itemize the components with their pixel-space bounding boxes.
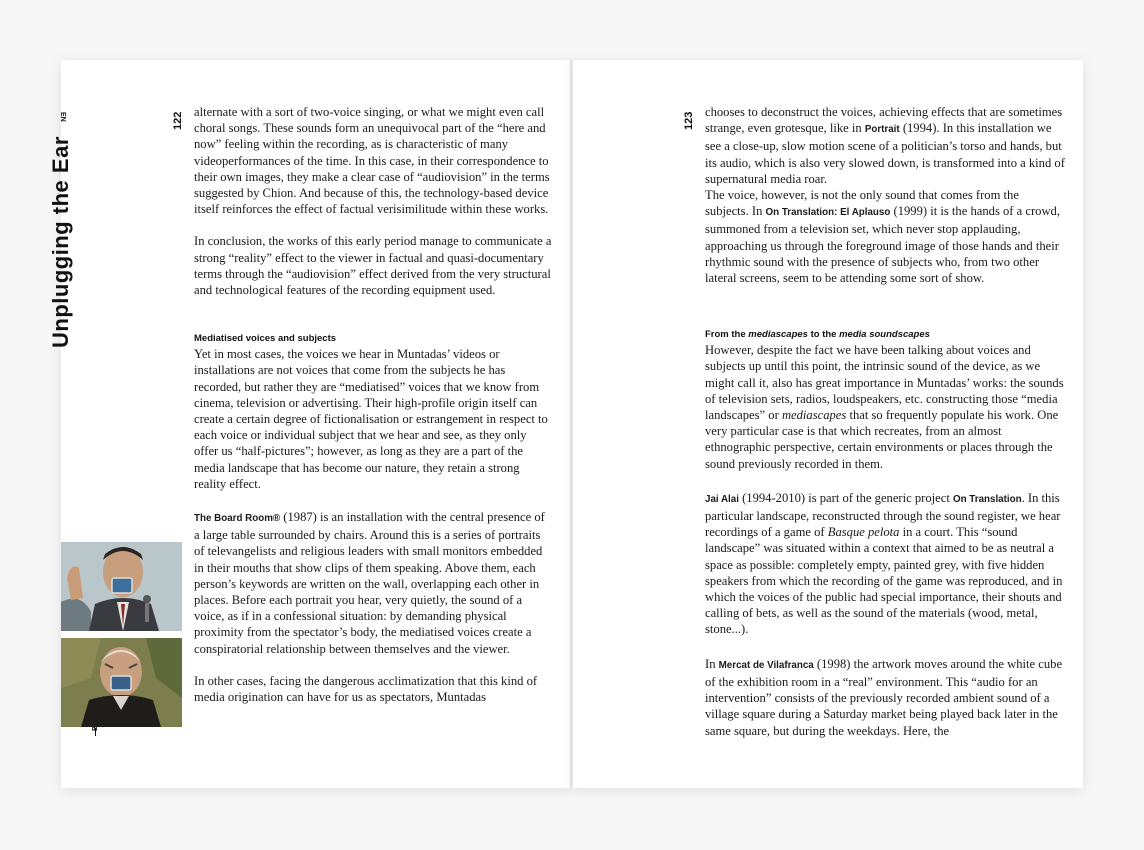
right-text-column xyxy=(705,104,1065,755)
work-title: Portrait xyxy=(864,124,900,136)
paragraph-text-italic: Basque pelota xyxy=(827,525,900,540)
paragraph xyxy=(194,509,552,657)
paragraph-text: that so frequently populate his work. One very particular case is that which recreates, from an almost ethnographic perspective, certain environments or places through the sound previously recorded in them. xyxy=(705,408,1059,471)
paragraph-text: The voice, however, is not the only sound that comes from the subjects. In xyxy=(705,188,1019,219)
paragraph-text: In xyxy=(705,656,719,671)
heading-text-italic: mediascapes xyxy=(748,329,808,341)
paragraph-text: . In this particular landscape, reconstructed through the sound register, we hear recordings of a game of xyxy=(705,490,1061,540)
heading-text: to the xyxy=(807,329,840,341)
portrait-illustration xyxy=(61,542,182,631)
work-title: On Translation xyxy=(952,493,1022,505)
paragraph xyxy=(705,342,1065,472)
paragraph: Yet in most cases, the voices we hear in Muntadas’ videos or installations are not voices that come from the subjects he has recorded, but rather they are “mediatised” voices that we know from cinema, television or advertising. Their high-profile origin itself can create a certain degree of fictionalisation or estrangement in respect to each voice or individual subject that we hear and see, as they only offer us “half-pictures”; however, as long as they are a part of the media landscape that has become our nature, they retain a strong reality effect. xyxy=(194,347,548,491)
paragraph: In other cases, facing the dangerous acclimatization that this kind of media origination can have for us as spectators, Muntadas xyxy=(194,673,538,705)
paragraph-text-italic: mediascapes xyxy=(781,408,847,423)
portrait-illustration xyxy=(61,638,182,727)
paragraph-text: However, despite the fact we have been talking about voices and subjects up until this point, the intrinsic sound of the device, as we might call it, also has great importance in Muntadas’ works: the sounds of television sets, radios, loudspeakers, etc. constructing those “media landscapes” or xyxy=(705,343,1064,423)
work-title: Jai Alai xyxy=(705,493,739,505)
page-number-right: 123 xyxy=(683,111,695,130)
paragraph xyxy=(705,104,1065,187)
heading-text: From the xyxy=(705,329,749,341)
portrait-photo-religious-leader-2 xyxy=(61,638,182,727)
running-title: Unplugging the Ear xyxy=(48,136,73,348)
paragraph-text: chooses to deconstruct the voices, achieving effects that are sometimes strange, even grotesque, like in xyxy=(705,105,1063,136)
work-title: On Translation: El Aplauso xyxy=(765,207,891,219)
work-title: The Board Room® xyxy=(194,513,281,525)
work-title: Mercat de Vilafranca xyxy=(718,659,814,671)
heading-text-italic: media soundscapes xyxy=(839,329,930,341)
left-text-column xyxy=(194,104,552,721)
paragraph-text: (1994). In this installation we see a close-up, slow motion scene of a politician’s torso and hands, but its audio, which is also very slowed down, is transformed into a kind of supernatural media roar. xyxy=(705,121,1065,186)
portrait-photo-televangelist-1 xyxy=(61,542,182,631)
paragraph xyxy=(705,187,1065,286)
paragraph xyxy=(705,490,1065,638)
paragraph-text: (1987) is an installation with the central presence of a large table surrounded by chairs. Around this is a series of portraits of televangelists and religious leaders with small monitors embedded in their mouths that show clips of them speaking. Above them, each person’s keywords are written on the wall, overlapping each other in places. Before each portrait you hear, very quietly, the sound of a voice, as if in a confessional situation: by demanding physical proximity from the spectator’s body, the mediatised voices create a conspiratorial relationship between themselves and the viewer. xyxy=(194,510,545,656)
paragraph: In conclusion, the works of this early period manage to communicate a strong “reality” effect to the viewer in factual and quasi-documentary terms through the “audiovision” effect derived from the very structural and technological features of the recording equipment used. xyxy=(194,234,552,298)
section-heading: Mediatised voices and subjects xyxy=(194,333,337,345)
language-code: EN xyxy=(59,112,66,122)
section-heading xyxy=(705,328,1065,342)
paragraph-text: in a court. This “sound landscape” was situated within a context that aimed to be as neutral a space as possible: completely empty, painted grey, with five hidden speakers from which the recording of the game was reproduced, and in which the voices of the public had special importance, their shouts and calling of bets, as well as the sound of the materials (wood, metal, stone...). xyxy=(705,525,1063,637)
figure-marker: B xyxy=(92,725,99,731)
paragraph-text: (1998) the artwork moves around the white cube of the exhibition room in a “real” environment. This “audio for an intervention” consists of the previously recorded ambient sound of a village square during a Saturday market being played back later in the same square, but during the weekdays. Here, the xyxy=(705,656,1063,738)
paragraph xyxy=(705,656,1065,739)
paragraph-text: (1994-2010) is part of the generic project xyxy=(738,490,953,505)
paragraph-text: (1999) it is the hands of a crowd, summoned from a television set, which never stop applauding, approaching us through the foreground image of those hands and their rhythmic sound with the presence of subjects who, from two other lateral screens, seem to be attending some sort of show. xyxy=(705,204,1060,286)
page-number-left: 122 xyxy=(172,111,184,130)
paragraph: alternate with a sort of two-voice singing, or what we might even call choral songs. These sounds form an unequivocal part of the “here and now” feeling within the recording, as is characteristic of many videoperformances of the time. In this case, in their correspondence to their own images, they make a clear case of “audiovision” in the terms suggested by Chion. And because of this, the technology-based device itself reinforces the effect of factual verisimilitude within these works. xyxy=(194,105,550,217)
